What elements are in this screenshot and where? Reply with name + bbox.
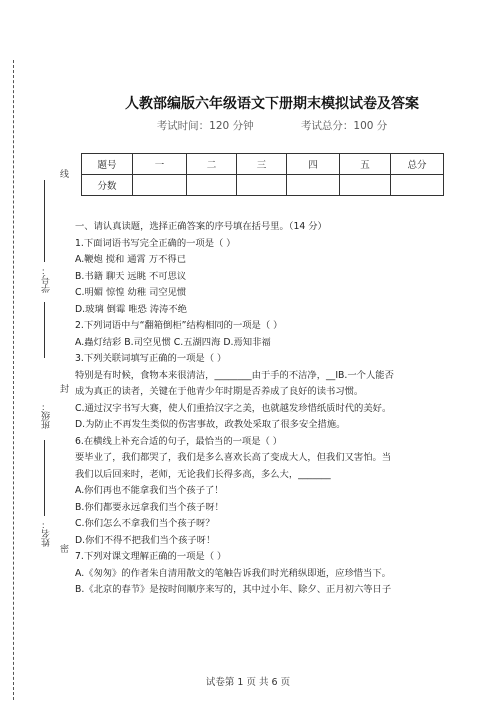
text-line: 成为真正的读者，关键在于他青少年时期是否养成了良好的读书习惯。 [75, 386, 364, 397]
class-label: 班级： [42, 402, 52, 429]
score-header-cell: 总分 [391, 154, 444, 175]
score-row-label: 分数 [82, 175, 133, 196]
name-label: 姓名： [42, 520, 52, 547]
score-header-cell: 三 [237, 154, 287, 175]
option-line: B.书籍 聊天 远眺 不可思议 [75, 270, 187, 282]
option-line: A.《匆匆》的作者朱自清用散文的笔触告诉我们时光稍纵即逝，应珍惜当下。 [75, 567, 391, 579]
question-stem: 7.下列对课文理解正确的一项是（ ） [75, 551, 227, 562]
option-line: B.你们都要永远拿我们当个孩子呀！ [75, 501, 224, 513]
option-line: A.鞭炮 搅和 通霄 万不得已 [75, 254, 186, 265]
option-line: C.通过汉字书写大赛，使人们重拾汉字之美，也就越发珍惜纸质时代的美好。 [75, 402, 392, 414]
student-id-line [44, 180, 45, 262]
score-header-cell: 五 [340, 154, 391, 175]
score-input-cell[interactable] [287, 175, 340, 196]
student-id-label: 学号： [42, 266, 52, 293]
binding-char-top: 线 [60, 170, 70, 180]
binding-char-mid: 封 [60, 385, 70, 395]
score-header-cell: 题号 [82, 154, 133, 175]
score-table [81, 153, 444, 196]
binding-dashed-line [13, 60, 14, 700]
text-line: 要毕业了，我们都哭了，我们是多么喜欢长高了变成大人，但我们又害怕。当 [75, 452, 392, 463]
option-line: C.你们怎么不拿我们当个孩子呀？ [75, 518, 215, 529]
question-stem: 2.下列词语中与“翻箱倒柜”结构相同的一项是（ ） [75, 320, 283, 331]
score-input-cell[interactable] [187, 175, 237, 196]
option-line: D.为防止不再发生类似的伤害事故，政教处采取了很多安全措施。 [75, 419, 346, 430]
binding-char-bottom: 密 [60, 545, 70, 555]
score-input-cell[interactable] [133, 175, 187, 196]
question-stem: 1.下面词语书写完全正确的一项是（ ） [75, 237, 236, 249]
score-table-header-row [82, 154, 444, 175]
exam-time: 考试时间：120 分钟 [156, 120, 254, 132]
score-header-cell: 二 [187, 154, 237, 175]
score-header-cell: 四 [287, 154, 340, 175]
exam-title: 人教部编版六年级语文下册期末模拟试卷及答案 [125, 96, 419, 112]
class-line-upper [44, 302, 45, 358]
option-line: C.明媚 惊惶 幼稚 司空见惯 [75, 287, 187, 298]
question-stem: 6.在横线上补充合适的句子，最恰当的一项是（ ） [75, 435, 283, 447]
name-line [44, 440, 45, 516]
section-heading: 一、请认真读题，选择正确答案的序号填在括号里。（14 分） [75, 221, 327, 232]
page-footer: 试卷第 1 页 共 6 页 [205, 677, 291, 688]
option-line: B.《北京的春节》是按时间顺序来写的，其中过小年、除夕、正月初六等日子 [75, 584, 392, 595]
exam-info [70, 118, 474, 133]
text-line: 特别是有时候，食物本来很清洁，________由于手的不洁净，__IB.一个人能否 [75, 369, 394, 381]
score-input-cell[interactable] [340, 175, 391, 196]
question-stem: 3.下列关联词填写正确的一项是（ ） [75, 353, 227, 364]
score-table-score-row [82, 175, 444, 196]
option-line: D.玻璃 倒霉 唯恐 涛涛不绝 [75, 303, 187, 315]
score-input-cell[interactable] [391, 175, 444, 196]
binding-margin [0, 0, 70, 702]
exam-total-score: 考试总分：100 分 [300, 120, 388, 132]
option-line: A.蟲灯结彩 B.司空见惯 C.五湖四海 D.焉知非福 [75, 336, 271, 348]
option-line: A.你们再也不能拿我们当个孩子了！ [75, 485, 224, 496]
score-input-cell[interactable] [237, 175, 287, 196]
option-line: D.你们不得不把我们当个孩子呀！ [75, 534, 216, 546]
text-line: 我们以后回来时，老师，无论我们长得多高，多么大，_______ [75, 468, 331, 480]
score-header-cell: 一 [133, 154, 187, 175]
question-content [75, 219, 425, 599]
